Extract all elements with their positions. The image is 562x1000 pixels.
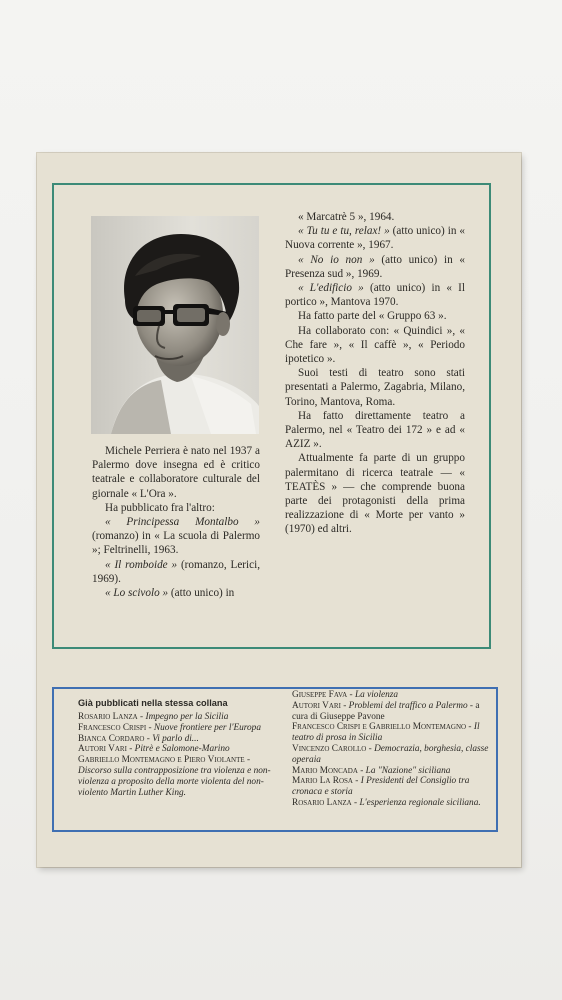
series-author: Rosario Lanza [78, 712, 138, 722]
series-list-left [78, 712, 278, 798]
work-details: (atto unico) in « Il portico », Mantova 1970. [285, 282, 465, 309]
series-author: Giuseppe Fava [292, 690, 348, 700]
series-book-title: Problemi del traffico a Palermo [348, 700, 468, 711]
series-book-title: La violenza [354, 690, 399, 700]
biography-right-column [285, 210, 465, 537]
bibliography-entry [92, 515, 260, 558]
series-item: Vincenzo Carollo - Democrazia, borghesia, classe operaia [292, 743, 489, 765]
series-book-title: L'esperienza regionale siciliana. [359, 797, 481, 808]
series-editor: - a cura di Giuseppe Pavone [292, 700, 480, 722]
series-book-title: Democrazia, borghesia, classe operaia [292, 743, 489, 765]
bio-paragraph: Michele Perriera è nato nel 1937 a Palermo dove insegna ed è critico teatrale e collaboratore culturale del giornale « L'Ora ». [92, 445, 260, 500]
work-details: (atto unico) in « Nuova corrente », 1967. [285, 225, 465, 252]
series-item: Giuseppe Fava - La violenza [292, 690, 399, 700]
series-author: Mario Moncada [292, 765, 358, 776]
series-author: Gabriello Montemagno e Piero Violante [78, 755, 245, 766]
series-book-title: Il teatro di prosa in Sicilia [292, 722, 480, 744]
work-title: « Il romboide » [105, 558, 178, 571]
bibliography-entry [92, 558, 260, 586]
work-title: « Principessa Montalbo » [105, 516, 260, 529]
bio-paragraph: Suoi testi di teatro sono stati presentati a Palermo, Zagabria, Milano, Torino, Mantova, Roma. [285, 367, 465, 408]
series-author: Rosario Lanza [292, 797, 352, 808]
series-title: Già pubblicati nella stessa collana [78, 698, 228, 708]
series-item: Francesco Crispi - Nuove frontiere per l'Europa [78, 722, 261, 733]
work-details: (romanzo) in « La scuola di Palermo »; Feltrinelli, 1963. [92, 530, 260, 557]
series-author: Francesco Crispi [78, 722, 147, 733]
series-item: Gabriello Montemagno e Piero Violante - Discorso sulla contrapposizione tra violenza e non-violenza a proposito della morte violenta del non-violento Martin Luther King. [78, 755, 271, 798]
series-author: Francesco Crispi e Gabriello Montemagno [292, 722, 467, 733]
series-author: Bianca Cordaro [78, 733, 145, 744]
bibliography-entry [92, 586, 260, 600]
bio-paragraph: Ha fatto parte del « Gruppo 63 ». [298, 310, 447, 323]
author-photo [91, 216, 259, 434]
bibliography-entry [285, 253, 465, 281]
bibliography-entry: « Marcatrè 5 », 1964. [298, 211, 395, 223]
series-book-title: I Presidenti del Consiglio tra cronaca e storia [292, 776, 470, 798]
series-item: Autori Vari - Problemi del traffico a Palermo - a cura di Giuseppe Pavone [292, 700, 480, 722]
bio-paragraph: Ha fatto direttamente teatro a Palermo, nel « Teatro dei 172 » e ad « AZIZ ». [285, 409, 465, 451]
series-item: Rosario Lanza - Impegno per la Sicilia [78, 712, 229, 722]
series-author: Vincenzo Carollo [292, 743, 367, 754]
work-details: (romanzo, Lerici, 1969). [92, 558, 260, 585]
bio-paragraph: Ha pubblicato fra l'altro: [105, 501, 215, 514]
work-title: « L'edificio » [298, 282, 364, 295]
series-book-title: Pitrè e Salomone-Marino [134, 744, 230, 755]
series-book-title: Impegno per la Sicilia [145, 712, 229, 722]
series-item: Bianca Cordaro - Vi parlo di... [78, 733, 199, 744]
series-item: Mario Moncada - La "Nazione" siciliana [292, 765, 451, 776]
series-author: Autori Vari [292, 700, 341, 711]
bio-paragraph: Ha collaborato con: « Quindici », « Che fare », « Il caffè », « Periodo ipotetico ». [285, 324, 465, 366]
bio-paragraph: Attualmente fa parte di un gruppo palermitano di ricerca teatrale — « TEATÈS » — che comprende buona parte dei protagonisti della prima realizzazione di « Morte per vanto » (1970) ed altri. [285, 452, 465, 536]
work-details: (atto unico) in « Presenza sud », 1969. [285, 253, 465, 280]
series-book-title: La "Nazione" siciliana [365, 765, 451, 776]
work-title: « Lo scivolo » [105, 587, 169, 600]
series-item: Mario La Rosa - I Presidenti del Consiglio tra cronaca e storia [292, 776, 470, 798]
series-author: Autori Vari [78, 744, 127, 755]
series-item: Autori Vari - Pitrè e Salomone-Marino [78, 744, 230, 755]
series-book-title: Vi parlo di... [152, 733, 199, 744]
biography-left-column [92, 444, 260, 600]
series-item: Francesco Crispi e Gabriello Montemagno - Il teatro di prosa in Sicilia [292, 722, 480, 744]
bibliography-entry [285, 224, 465, 252]
work-title: « No io non » [298, 253, 375, 266]
series-book-title: Nuove frontiere per l'Europa [153, 722, 261, 733]
series-item: Rosario Lanza - L'esperienza regionale siciliana. [292, 797, 481, 808]
series-author: Mario La Rosa [292, 776, 353, 787]
series-list-right [292, 690, 492, 809]
work-title: « Tu tu e tu, relax! » [298, 225, 390, 238]
series-book-title: Discorso sulla contrapposizione tra violenza e non-violenza a proposito della morte violenta del non-violento Martin Luther King. [78, 765, 271, 798]
bibliography-entry [285, 281, 465, 309]
work-details: (atto unico) in [168, 587, 235, 600]
